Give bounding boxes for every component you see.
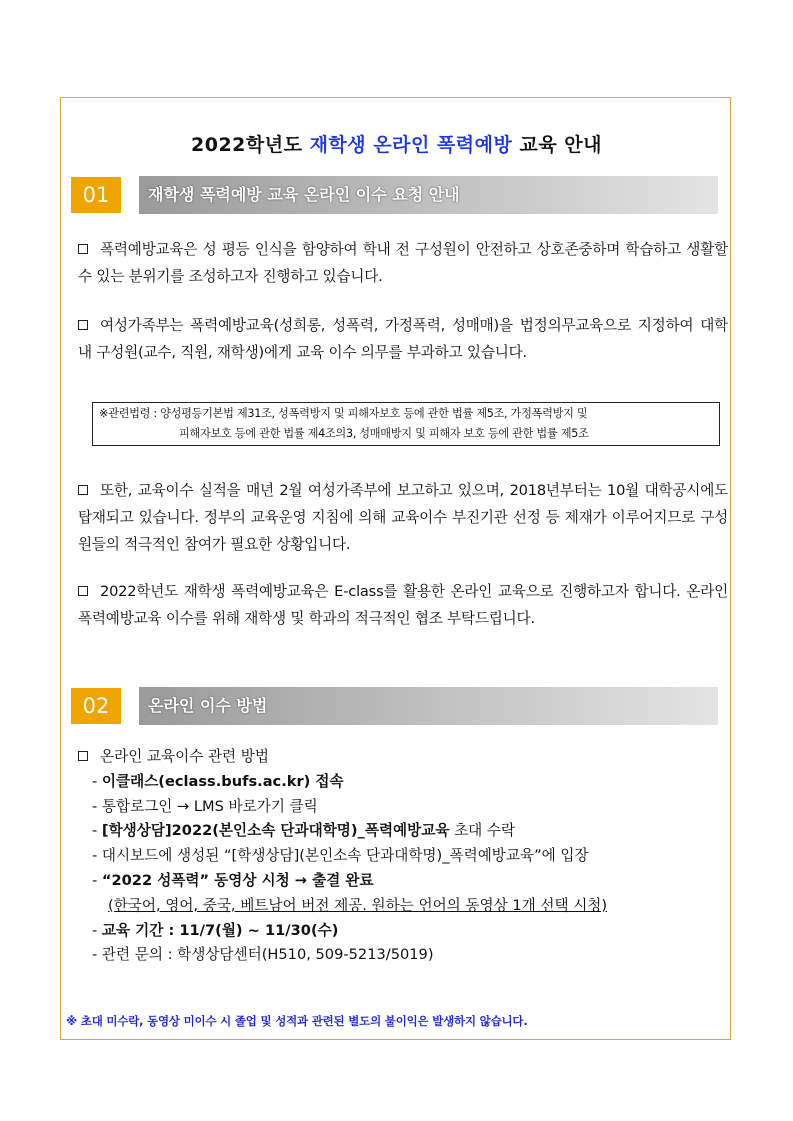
section-2-heading: 온라인 이수 방법 (148, 696, 268, 715)
paragraph-4 (78, 578, 728, 632)
paragraph-4-text: 2022학년도 재학생 폭력예방교육은 E-class를 활용한 온라인 교육으로 진행하고자 합니다. 온라인 폭력예방교육 이수를 위해 재학생 및 학과의 적극적인 협조 부탁드립니다. (78, 583, 728, 627)
contact-info: - 관련 문의 : 학생상담센터(H510, 509-5213/5019) (92, 946, 434, 964)
education-period: - 교육 기간 : 11/7(월) ~ 11/30(수) (92, 921, 339, 939)
step-3: - [학생상담]2022(본인소속 단과대학명)_폭력예방교육 초대 수락 (92, 822, 516, 840)
title-prefix: 2022학년도 (191, 134, 310, 156)
step-1: - 이클래스(eclass.bufs.ac.kr) 접속 (92, 772, 344, 790)
section-2-number: 02 (71, 688, 121, 724)
step-5: - “2022 성폭력” 동영상 시청 → 출결 완료 (92, 871, 374, 889)
step-2: - 통합로그인 → LMS 바로가기 클릭 (92, 797, 318, 815)
paragraph-1 (78, 236, 728, 290)
title-highlight: 재학생 온라인 폭력예방 (309, 134, 513, 156)
law-reference-line-2: 피해자보호 등에 관한 법률 제4조의3, 성매매방지 및 피해자 보호 등에 관한 법률 제5조 (179, 427, 589, 440)
method-intro: 온라인 교육이수 관련 방법 (78, 745, 728, 770)
law-reference-line-1: ※관련법령 : 양성평등기본법 제31조, 성폭력방지 및 피해자보호 등에 관한 법률 제5조, 가정폭력방지 및 (99, 407, 588, 420)
checkbox-bullet-icon (78, 244, 88, 254)
paragraph-3-text: 또한, 교육이수 실적을 매년 2월 여성가족부에 보고하고 있으며, 2018년부터는 10월 대학공시에도 탑재되고 있습니다. 정부의 교육운영 지침에 의해 교육이수 부진기관 선정 등 제재가 이루어지므로 구성원들의 적극적인 참여가 필요한 상황입니다. (78, 482, 728, 553)
footer-notice: ※ 초대 미수락, 동영상 미이수 시 졸업 및 성적과 관련된 별도의 불이익은 발생하지 않습니다. (66, 1014, 528, 1028)
checkbox-bullet-icon (78, 485, 88, 495)
checkbox-bullet-icon (78, 751, 88, 761)
paragraph-2-text: 여성가족부는 폭력예방교육(성희롱, 성폭력, 가정폭력, 성매매)을 법정의무교육으로 지정하여 대학 내 구성원(교수, 직원, 재학생)에게 교육 이수 의무를 부과하고 있습니다. (78, 317, 728, 361)
title-suffix: 교육 안내 (512, 134, 602, 156)
step-4: - 대시보드에 생성된 “[학생상담](본인소속 단과대학명)_폭력예방교육”에 입장 (92, 847, 589, 865)
method-list (78, 745, 728, 968)
section-1-number: 01 (71, 177, 121, 213)
page-title (0, 130, 793, 157)
section-1-heading: 재학생 폭력예방 교육 온라인 이수 요청 안내 (148, 185, 460, 204)
section-2-heading-bar (139, 687, 718, 725)
section-1-heading-bar (139, 176, 718, 214)
paragraph-3 (78, 477, 728, 558)
paragraph-1-text: 폭력예방교육은 성 평등 인식을 함양하여 학내 전 구성원이 안전하고 상호존중하며 학습하고 생활할 수 있는 분위기를 조성하고자 진행하고 있습니다. (78, 241, 728, 285)
law-reference-box (92, 402, 720, 446)
checkbox-bullet-icon (78, 586, 88, 596)
paragraph-2 (78, 312, 728, 366)
checkbox-bullet-icon (78, 320, 88, 330)
language-note: (한국어, 영어, 중국, 베트남어 버전 제공. 원하는 언어의 동영상 1개 선택 시청) (108, 896, 608, 914)
